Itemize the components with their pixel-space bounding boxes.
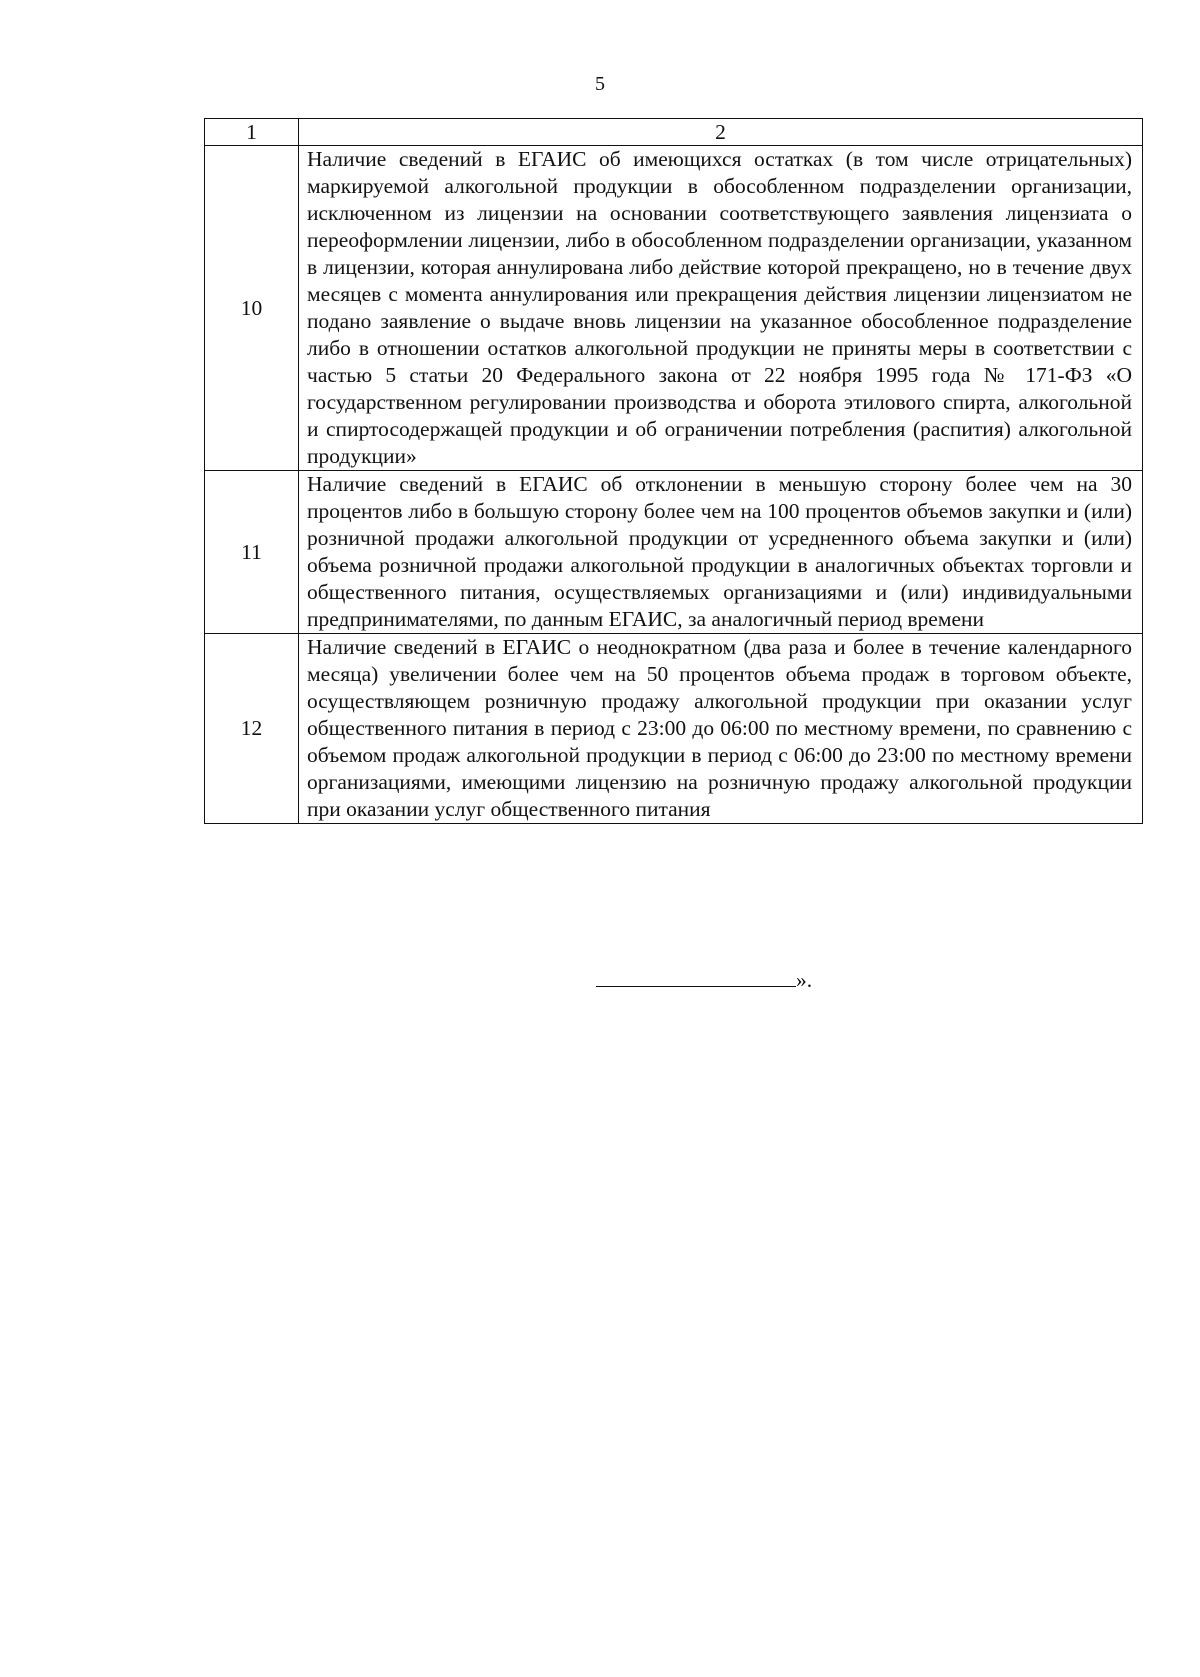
- column-header-number: 1: [205, 119, 299, 146]
- row-criterion-text: Наличие сведений в ЕГАИС об отклонении в меньшую сторону более чем на 30 процентов либо в большую сторону более чем на 100 процентов объемов закупки и (или) розничной продажи алкогольной продукции от усредненного объема закупки и (или) объема розничной продажи алкогольной продукции в аналогичных объектах торговли и общественного питания, осуществляемых организациями и (или) индивидуальными предпринимателями, по данным ЕГАИС, за аналогичный период времени: [299, 471, 1143, 634]
- closing-underline: [596, 966, 796, 987]
- row-criterion-text: Наличие сведений в ЕГАИС об имеющихся остатках (в том числе отрицательных) маркируемой алкогольной продукции в обособленном подразделении организации, исключенном из лицензии на основании соответствующего заявления лицензиата о переоформлении лицензии, либо в обособленном подразделении организации, указанном в лицензии, которая аннулирована либо действие которой прекращено, но в течение двух месяцев с момента аннулирования или прекращения действия лицензии лицензиатом не подано заявление о выдаче вновь лицензии на указанное обособленное подразделение либо в отношении остатков алкогольной продукции не приняты меры в соответствии с частью 5 статьи 20 Федерального закона от 22 ноября 1995 года № 171-ФЗ «О государственном регулировании производства и оборота этилового спирта, алкогольной и спиртосодержащей продукции и об ограничении потребления (распития) алкогольной продукции»: [299, 146, 1143, 471]
- table-row: [205, 634, 1143, 824]
- column-header-criterion: 2: [299, 119, 1143, 146]
- closing-quote-mark: ».: [796, 968, 813, 992]
- table-row: [205, 471, 1143, 634]
- row-number: 12: [205, 634, 299, 824]
- closing-line: [596, 966, 812, 993]
- row-criterion-text: Наличие сведений в ЕГАИС о неоднократном (два раза и более в течение календарного месяца) увеличении более чем на 50 процентов объема продаж в торговом объекте, осуществляющем розничную продажу алкогольной продукции при оказании услуг общественного питания в период с 23:00 до 06:00 по местному времени, по сравнению с объемом продаж алкогольной продукции в период с 06:00 до 23:00 по местному времени организациями, имеющими лицензию на розничную продажу алкогольной продукции при оказании услуг общественного питания: [299, 634, 1143, 824]
- criteria-table: [204, 118, 1143, 824]
- row-number: 10: [205, 146, 299, 471]
- row-number: 11: [205, 471, 299, 634]
- page-number: 5: [595, 73, 605, 95]
- table-row: [205, 146, 1143, 471]
- table-header-row: [205, 119, 1143, 146]
